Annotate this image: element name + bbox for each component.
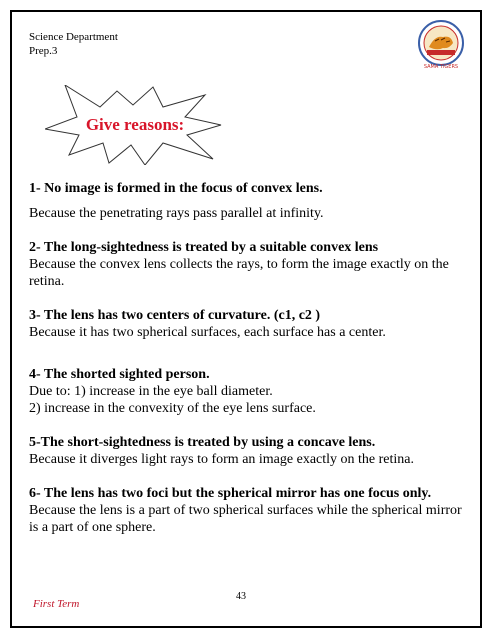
list-item: [29, 180, 469, 222]
answer-text: Because it has two spherical surfaces, each surface has a center.: [29, 325, 386, 340]
reasons-list: [29, 180, 469, 553]
list-item: [29, 434, 469, 468]
answer-text: Because the convex lens collects the rays, to form the image exactly on the retina.: [29, 257, 449, 289]
question-text: 4- The shorted sighted person.: [29, 367, 210, 382]
svg-text:SAMA TIGERS: SAMA TIGERS: [423, 64, 459, 70]
question-text: 6- The lens has two foci but the spherical mirror has one focus only.: [29, 486, 432, 501]
list-item: [29, 307, 469, 341]
footer-term: First Term: [33, 598, 80, 610]
department-label: Science Department: [29, 31, 118, 43]
page-number: 43: [236, 591, 246, 602]
question-text: 2- The long-sightedness is treated by a suitable convex lens: [29, 240, 379, 255]
grade-label: Prep.3: [29, 45, 58, 57]
list-item: [29, 366, 469, 417]
question-text: 5-The short-sightedness is treated by using a concave lens.: [29, 435, 376, 450]
list-item: [29, 239, 469, 290]
question-text: 3- The lens has two centers of curvature. (c1, c2 ): [29, 308, 321, 323]
list-item: [29, 485, 469, 536]
answer-text: Due to: 1) increase in the eye ball diameter.: [29, 384, 273, 399]
answer-text: Because it diverges light rays to form an image exactly on the retina.: [29, 452, 415, 467]
answer-text: Because the penetrating rays pass parallel at infinity.: [29, 206, 324, 221]
header: [29, 30, 118, 58]
question-text: 1- No image is formed in the focus of convex lens.: [29, 181, 323, 196]
answer-text: Because the lens is a part of two spherical surfaces while the spherical mirror is a part of one sphere.: [29, 503, 462, 535]
school-crest-logo: [413, 17, 469, 73]
banner-title: Give reasons:: [85, 115, 185, 134]
answer-text: 2) increase in the convexity of the eye lens surface.: [29, 401, 316, 416]
